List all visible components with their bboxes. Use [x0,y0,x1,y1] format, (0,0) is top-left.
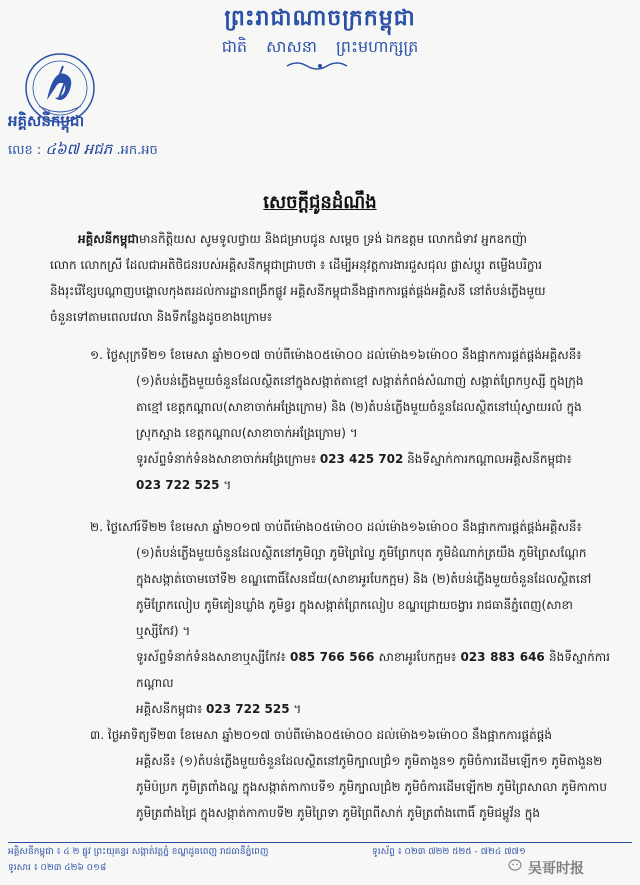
item-1-line-3: តាខ្មៅ ខេត្តកណ្តាល(សាខាចាក់អង្រែក្រោម) និង (២)តំបន់ភ្លើងមួយចំនួនដែលស្ថិតនៅឃុំស្វាយរលំ ក្នុង [136,400,582,414]
item-1-contact-label: ទូរស័ព្ទទំនាក់ទំនងសាខាចាក់អង្រែក្រោម៖ [136,452,316,466]
intro-line-3: និងរុះរើខ្សែបណ្តាញបង្គោលកុងតរដល់ការដ្ឋានពង្រីកផ្លូវ អគ្គិសនីកម្ពុជានឹងផ្អាកការផ្គត់ផ្គង់អគ្គិសនី នៅតំបន់ភ្លើងមួយ [50,284,546,298]
item-2-contact-label-2: និងទីស្នាក់ការកណ្តាល [136,650,610,690]
item-2-contact-2 [50,696,610,722]
item-3-line-1: ៣. ថ្ងៃអាទិត្យទី២៣ ខែមេសា ឆ្នាំ២០១៧ ចាប់ពីម៉ោង០៥ម៉ោ០០ ដល់ម៉ោង១៦ម៉ោ០០ នឹងផ្អាកការផ្គត់ផ្គង់ [90,728,552,742]
item-1-line-2: (១)តំបន់ភ្លើងមួយចំនួនដែលស្ថិតនៅក្នុងសង្កាត់តាខ្មៅ សង្កាត់កំពង់សំណាញ់ សង្កាត់ព្រែកឫស្សី ក្នុងក្រុង [136,374,584,388]
reference-number: ៤៦៧ អជភ [45,140,113,158]
item-3 [50,722,610,826]
wechat-icon [508,858,524,874]
item-2-phone-2: 023 883 646 [460,650,545,664]
item-2-contact-mid: សាខាអូរបែកក្អម៖ [378,650,457,664]
document-title: សេចក្តីជូនដំណឹង [263,192,377,213]
item-2-line-3: ក្នុងសង្កាត់ចោមចៅទី២ ខណ្ឌពោធិ៍សែនជ័យ(សាខាអូរបែកក្អម) និង (២)តំបន់ភ្លើងមួយចំនួនដែលស្ថិតនៅ [136,572,592,586]
item-2-contact-org: អគ្គិសនីកម្ពុជា៖ [136,702,203,716]
item-1-contact-2 [50,472,610,498]
item-2 [50,514,610,722]
footer-divider [8,842,632,843]
item-1-phone-1: 023 425 702 [319,452,404,466]
item-1 [50,342,610,498]
intro-line-2: លោក លោកស្រី ដែលជាអតិថិជនរបស់អគ្គិសនីកម្ពុជាជ្រាបថា ៖ ដើម្បីអនុវត្តការងារជួសជុល ផ្លាស់ប្តូរ តម្លើងបរិក្ខារ [50,258,543,272]
watermark-text: 吴哥时报 [528,861,584,877]
item-2-phone-3: 023 722 525 [206,702,290,716]
item-3-line-4: ភូមិត្រពាំងជ្រៃ ក្នុងសង្កាត់កាកាបទី២ ភូមិព្រៃទា ភូមិព្រៃពីសាក់ ភូមិត្រពាំងពោធិ៍ ភូមិជម្ពូវ័ន ក្នុង [136,806,541,820]
reference-label: លេខ : [8,143,42,158]
item-1-line-1: ១. ថ្ងៃសុក្រទី២១ ខែមេសា ឆ្នាំ២០១៧ ចាប់ពីម៉ោង០៥ម៉ោ០០ ដល់ម៉ោង១៦ម៉ោ០០ នឹងផ្អាកការផ្គត់ផ្គង់អគ្គិសនី៖ [90,348,582,362]
item-1-contact [50,446,610,472]
item-1-phone-2: 023 722 525 [136,478,220,492]
reference-number-line [8,140,158,162]
reference-suffix: .អក.អច [116,143,158,158]
footer-fax: ទូរសារ ៖ ០២៣ ៤២៦ ០១៨ [8,863,107,873]
item-2-phone-1: 085 766 566 [290,650,375,664]
item-3-line-3: ភូមិប៉ប្រក ភូមិត្រពាំងល្ហ ក្នុងសង្កាត់កាកាបទី១ ភូមិក្បាលជ្រំ២ ភូមិចំការដើមឡើក២ ភូមិព្រៃសាលា ភូមិកាកាប [136,780,607,794]
item-2-end: ។ [293,702,302,716]
national-motto: ជាតិ សាសនា ព្រះមហាក្សត្រ [221,37,419,56]
intro-line-1: មានកិត្តិយស សូមទូលថ្វាយ និងជម្រាបជូន សម្តេច ទ្រង់ ឯកឧត្តម លោកជំទាវ អ្នកឧកញ៉ា [138,232,527,246]
item-1-line-4: ស្រុកស្អាង ខេត្តកណ្តាល(សាខាចាក់អង្រែក្រោម) ។ [136,426,358,440]
footer-telephone: ទូរស័ព្ទ ៖ ០២៣ ៧២២ ៥២៥ - ៧២៤ ៧៧១ [372,847,526,857]
ornament-flourish-icon [285,60,355,72]
item-2-line-5: ឬស្សីកែវ) ។ [136,624,191,638]
item-1-contact-label-2: និងទីស្នាក់ការកណ្តាលអគ្គិសនីកម្ពុជា៖ [407,452,572,466]
intro-org-bold: អគ្គិសនីកម្ពុជា [78,232,139,246]
item-3-line-2: អគ្គិសនី៖ (១)តំបន់ភ្លើងមួយចំនួនដែលស្ថិតនៅភូមិក្បាលជ្រំ១ ភូមិតាងួន១ ភូមិចំការដើមឡើក១ ភូមិតាងួន២ [136,754,603,768]
footer-address: អគ្គិសនីកម្ពុជា ៖ ៤ ២ ផ្លូវ ព្រះយុគន្ធរ សង្កាត់វត្តភ្នំ ខណ្ឌដូនពេញ រាជធានីភ្នំពេញ [8,847,269,857]
item-2-contact-label: ទូរស័ព្ទទំនាក់ទំនងសាខាឬស្សីកែវ៖ [136,650,286,664]
intro-paragraph [50,226,610,330]
item-2-line-4: ភូមិព្រែកលៀប ភូមិគៀនឃ្លាំង ភូមិខ្វរ ក្នុងសង្កាត់ព្រែកលៀប ខណ្ឌជ្រោយចង្វារ រាជធានីភ្នំពេញ(សាខា [136,598,573,612]
kingdom-header: ព្រះរាជាណាចក្រកម្ពុជា [224,6,416,31]
organization-name: អគ្គិសនីកម្ពុជា [8,112,85,130]
item-2-line-2: (១)តំបន់ភ្លើងមួយចំនួនដែលស្ថិតនៅភូមិល្អា ភូមិព្រៃល្វៃ ភូមិព្រែកបុត ភូមិដំណាក់ត្រយឹង ភូមិព្រៃសណ្តែក [136,546,587,560]
item-2-contact [50,644,610,696]
item-1-end: ។ [223,478,232,492]
item-2-line-1: ២. ថ្ងៃសៅរ៍ទី២២ ខែមេសា ឆ្នាំ២០១៧ ចាប់ពីម៉ោង០៥ម៉ោ០០ ដល់ម៉ោង១៦ម៉ោ០០ នឹងផ្អាកការផ្គត់ផ្គង់អគ្គិសនី៖ [90,520,582,534]
intro-line-4: ចំនួនទៅតាមពេលវេលា និងទីកន្លែងដូចខាងក្រោម៖ [50,310,273,324]
